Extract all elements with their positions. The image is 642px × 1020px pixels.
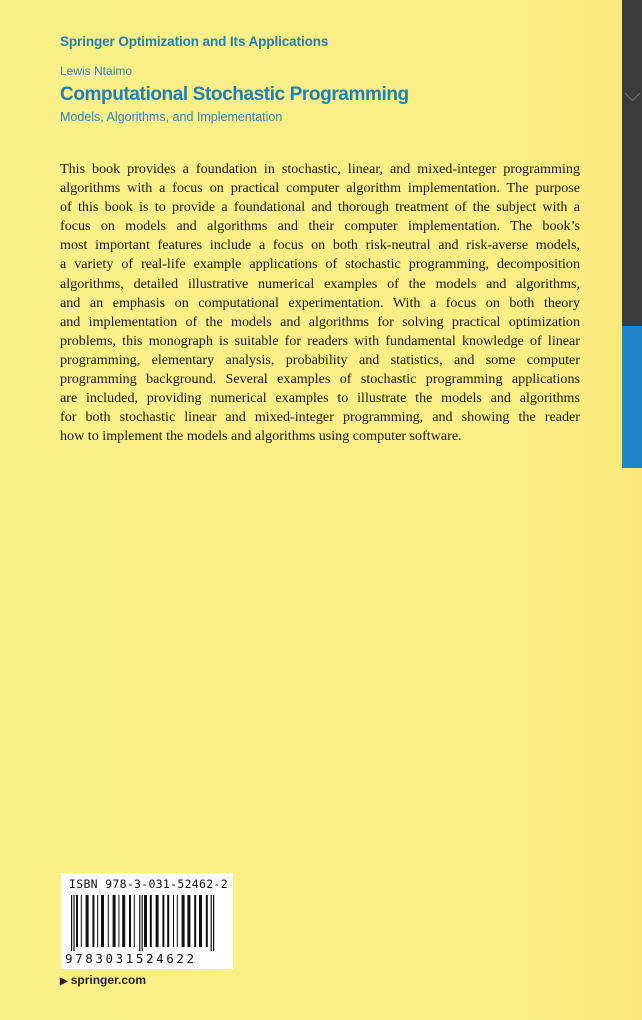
barcode-bar [108, 895, 109, 947]
barcode-bar [167, 895, 169, 947]
barcode-bar [76, 895, 78, 947]
barcode-bar [213, 895, 214, 951]
barcode-bar [101, 895, 104, 947]
book-subtitle: Models, Algorithms, and Implementation [60, 110, 283, 124]
barcode-bar [97, 895, 98, 947]
author-name: Lewis Ntaimo [60, 64, 133, 78]
barcode-bar [118, 895, 119, 947]
isbn-barcode [61, 873, 233, 969]
website-label: springer.com [70, 973, 147, 987]
barcode-bar [86, 895, 89, 947]
description-line: focus on models and algorithms and their computer implementation. The book’s [60, 218, 580, 235]
barcode-bar [199, 895, 202, 947]
spine-dark-bar [622, 0, 642, 326]
description-line: problems, this monograph is suitable for readers with fundamental knowledge of linear [60, 332, 580, 349]
barcode-bar [162, 895, 164, 947]
barcode-bar [194, 895, 196, 947]
description-line: This book provides a foundation in stochastic, linear, and mixed-integer programming [60, 161, 580, 177]
barcode-bar [144, 895, 147, 947]
description-line: for both stochastic linear and mixed-integer programming, and showing the reader [60, 409, 580, 426]
description-line: algorithms, detailed illustrative numerical examples of the models and algorithms, [60, 275, 580, 292]
isbn-number: ISBN 978-3-031-52462-2 [69, 877, 228, 891]
barcode-bar [142, 895, 143, 951]
series-name: Springer Optimization and Its Applications [60, 34, 329, 49]
barcode-bar [134, 895, 135, 947]
barcode-bar [113, 895, 116, 947]
arrow-right-icon: ▶ [60, 976, 68, 987]
barcode-bar [206, 895, 208, 947]
barcode-bar [139, 895, 140, 951]
description-line: programming background. Several examples of stochastic programming applications [60, 371, 580, 388]
barcode-bar [73, 895, 74, 951]
description-line: are included, providing numerical examples to illustrate the models and algorithms [60, 390, 580, 407]
barcode-bar [211, 895, 212, 951]
ean-digits: 9783031524622 [65, 951, 197, 966]
barcode-bars [71, 895, 226, 951]
description-line: most important features include a focus on both risk-neutral and risk-averse models, [60, 237, 580, 254]
barcode-bar [81, 895, 82, 947]
book-description [60, 160, 580, 446]
barcode-bar [122, 895, 125, 947]
description-line: and an emphasis on computational experimentation. With a focus on both theory [60, 294, 580, 311]
book-title: Computational Stochastic Programming [60, 84, 409, 105]
description-line: a variety of real-life example applications of stochastic programming, decomposition [60, 256, 580, 273]
barcode-bar [150, 895, 152, 947]
description-line: programming, elementary analysis, probability and statistics, and some computer [60, 351, 580, 368]
barcode-bar [71, 895, 72, 951]
barcode-bar [92, 895, 94, 947]
description-line: and implementation of the models and algorithms for solving practical optimization [60, 313, 580, 330]
publisher-website[interactable] [60, 973, 146, 987]
description-line: how to implement the models and algorithms using computer software. [60, 428, 462, 445]
barcode-bar [129, 895, 131, 947]
description-line: of this book is to provide a foundational and thorough treatment of the subject with a [60, 199, 580, 216]
barcode-bar [187, 895, 190, 947]
spine-blue-bar [622, 326, 642, 468]
description-line: algorithms with a focus on practical computer algorithm implementation. The purpose [60, 180, 580, 197]
barcode-bar [177, 895, 178, 947]
barcode-bar [173, 895, 174, 947]
barcode-bar [182, 895, 185, 947]
barcode-bar [156, 895, 159, 947]
